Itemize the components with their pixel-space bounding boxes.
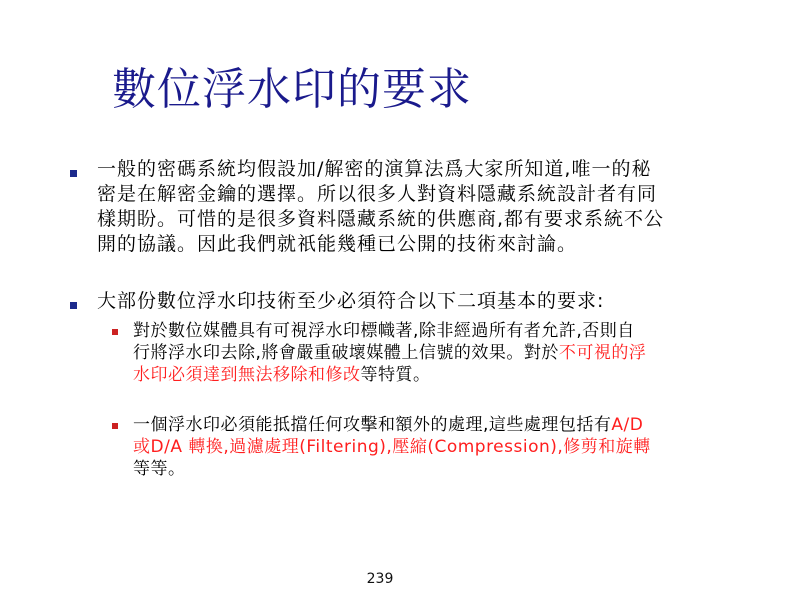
sub-bullet-1-line-3-text: 等特質。	[360, 365, 431, 385]
sub-bullet-1-highlight-a: 不可視的浮	[558, 343, 647, 363]
bullet-2-line-1: 大部份數位浮水印技術至少必須符合以下二項基本的要求:	[97, 290, 605, 312]
sub-bullet-1-line-3	[133, 364, 733, 386]
sub-bullet-marker	[112, 423, 118, 429]
sub-bullet-2-line-1	[133, 414, 733, 436]
bullet-1	[97, 157, 737, 257]
sub-bullet-1	[133, 320, 733, 386]
sub-bullet-2-line-2: 或D/A 轉換,過濾處理(Filtering),壓縮(Compression),修剪和旋轉	[133, 437, 651, 457]
bullet-2	[97, 289, 737, 314]
bullet-1-line-1: 一般的密碼系統均假設加/解密的演算法爲大家所知道,唯一的秘	[97, 158, 652, 180]
bullet-marker	[70, 302, 77, 309]
bullet-1-line-4: 開的協議。因此我們就祇能幾種已公開的技術來討論。	[97, 233, 578, 255]
sub-bullet-2-line-1-text: 一個浮水印必須能抵擋任何攻擊和額外的處理,這些處理包括有	[133, 415, 612, 435]
sub-bullet-1-line-1: 對於數位媒體具有可視浮水印標幟著,除非經過所有者允許,否則自	[133, 321, 635, 341]
slide-title: 數位浮水印的要求	[112, 64, 472, 115]
sub-bullet-1-line-2	[133, 342, 733, 364]
sub-bullet-marker	[112, 329, 118, 335]
bullet-marker	[70, 170, 77, 177]
bullet-1-line-2: 密是在解密金鑰的選擇。所以很多人對資料隱藏系統設計者有同	[97, 183, 658, 205]
sub-bullet-2-line-3: 等等。	[133, 459, 186, 479]
sub-bullet-1-highlight-b: 水印必須達到無法移除和修改	[133, 365, 361, 385]
bullet-1-line-3: 樣期盼。可惜的是很多資料隱藏系統的供應商,都有要求系統不公	[97, 208, 665, 230]
page-number: 239	[366, 571, 394, 587]
sub-bullet-2	[133, 414, 733, 480]
sub-bullet-1-line-2-text: 行將浮水印去除,將會嚴重破壞媒體上信號的效果。對於	[133, 343, 559, 363]
sub-bullet-2-highlight-a: A/D	[611, 415, 644, 435]
